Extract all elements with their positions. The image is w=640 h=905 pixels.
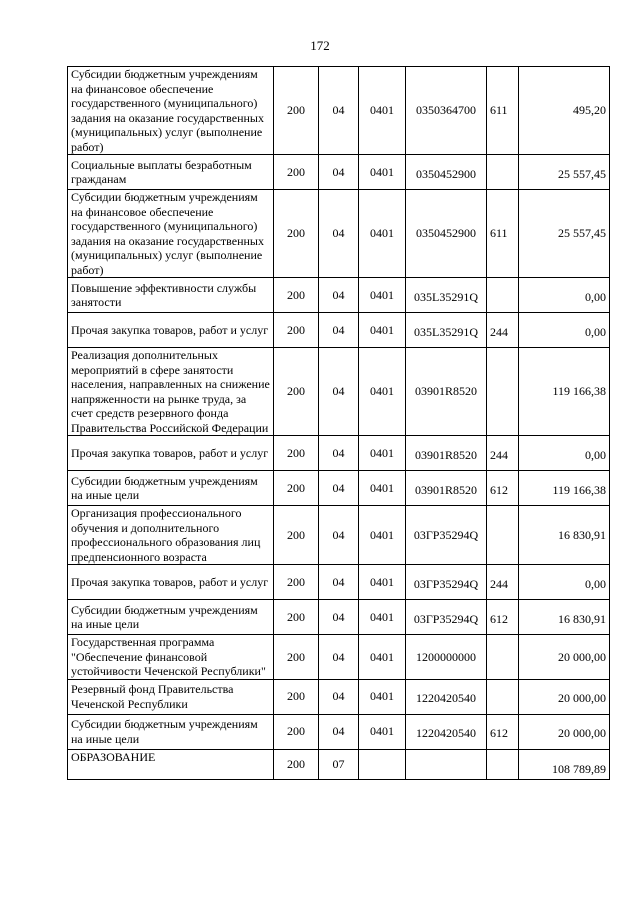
row-section: 04 — [319, 506, 359, 565]
row-code: 200 — [274, 190, 319, 278]
table-row — [68, 749, 610, 779]
row-amount: 0,00 — [519, 565, 610, 600]
table-row — [68, 436, 610, 471]
row-subsection: 0401 — [359, 635, 406, 680]
row-target-code: 03901R8520 — [406, 348, 487, 436]
row-name: Субсидии бюджетным учреждениям на финансовое обеспечение государственного (муниципального) задания на оказание государственных (муниципальных) услуг (выполнение работ) — [68, 190, 274, 278]
row-target-code: 1220420540 — [406, 714, 487, 749]
page-number: 172 — [310, 38, 330, 53]
row-section: 04 — [319, 600, 359, 635]
row-amount: 0,00 — [519, 278, 610, 313]
table-row — [68, 278, 610, 313]
row-expense-type: 244 — [487, 313, 519, 348]
row-expense-type — [487, 679, 519, 714]
row-amount: 20 000,00 — [519, 679, 610, 714]
row-amount: 25 557,45 — [519, 155, 610, 190]
table-row — [68, 600, 610, 635]
row-section: 04 — [319, 714, 359, 749]
table-row — [68, 313, 610, 348]
row-section: 04 — [319, 436, 359, 471]
row-expense-type — [487, 155, 519, 190]
row-name: Социальные выплаты безработным гражданам — [68, 155, 274, 190]
row-amount: 16 830,91 — [519, 600, 610, 635]
row-name: Повышение эффективности службы занятости — [68, 278, 274, 313]
row-amount: 119 166,38 — [519, 348, 610, 436]
row-name: Субсидии бюджетным учреждениям на финансовое обеспечение государственного (муниципального) задания на оказание государственных (муниципальных) услуг (выполнение работ) — [68, 67, 274, 155]
row-section: 04 — [319, 278, 359, 313]
row-name: Государственная программа "Обеспечение финансовой устойчивости Чеченской Республики" — [68, 635, 274, 680]
row-code: 200 — [274, 506, 319, 565]
row-name: Субсидии бюджетным учреждениям на иные цели — [68, 600, 274, 635]
budget-table — [67, 66, 610, 780]
row-amount: 0,00 — [519, 313, 610, 348]
table-row — [68, 67, 610, 155]
row-target-code: 03ГР35294Q — [406, 600, 487, 635]
table-row — [68, 635, 610, 680]
row-name: Реализация дополнительных мероприятий в сфере занятости населения, направленных на снижение напряженности на рынке труда, за счет средств резервного фонда Правительства Российской Федерации — [68, 348, 274, 436]
row-expense-type — [487, 348, 519, 436]
row-section: 04 — [319, 635, 359, 680]
row-subsection: 0401 — [359, 155, 406, 190]
row-expense-type: 612 — [487, 714, 519, 749]
row-amount: 108 789,89 — [519, 749, 610, 779]
row-amount: 20 000,00 — [519, 714, 610, 749]
row-amount: 25 557,45 — [519, 190, 610, 278]
row-target-code: 03ГР35294Q — [406, 565, 487, 600]
row-name: Прочая закупка товаров, работ и услуг — [68, 436, 274, 471]
row-subsection: 0401 — [359, 600, 406, 635]
row-name: Прочая закупка товаров, работ и услуг — [68, 313, 274, 348]
row-target-code: 0350452900 — [406, 190, 487, 278]
table-row — [68, 506, 610, 565]
table-row — [68, 190, 610, 278]
row-expense-type: 612 — [487, 471, 519, 506]
row-code: 200 — [274, 313, 319, 348]
row-section: 04 — [319, 348, 359, 436]
row-target-code — [406, 749, 487, 779]
row-section: 04 — [319, 471, 359, 506]
row-section: 04 — [319, 67, 359, 155]
row-subsection: 0401 — [359, 679, 406, 714]
row-name: Прочая закупка товаров, работ и услуг — [68, 565, 274, 600]
row-subsection: 0401 — [359, 278, 406, 313]
row-name: Организация профессионального обучения и дополнительного профессионального образования лиц предпенсионного возраста — [68, 506, 274, 565]
row-subsection: 0401 — [359, 436, 406, 471]
row-code: 200 — [274, 679, 319, 714]
row-code: 200 — [274, 600, 319, 635]
table-row — [68, 471, 610, 506]
row-expense-type: 244 — [487, 565, 519, 600]
row-target-code: 035L35291Q — [406, 313, 487, 348]
row-code: 200 — [274, 565, 319, 600]
table-row — [68, 155, 610, 190]
row-target-code: 1220420540 — [406, 679, 487, 714]
row-target-code: 0350452900 — [406, 155, 487, 190]
row-subsection: 0401 — [359, 190, 406, 278]
table-row — [68, 714, 610, 749]
table-row — [68, 348, 610, 436]
row-subsection: 0401 — [359, 348, 406, 436]
row-subsection — [359, 749, 406, 779]
row-target-code: 0350364700 — [406, 67, 487, 155]
row-target-code: 1200000000 — [406, 635, 487, 680]
row-target-code: 03ГР35294Q — [406, 506, 487, 565]
row-subsection: 0401 — [359, 565, 406, 600]
row-expense-type: 611 — [487, 67, 519, 155]
row-subsection: 0401 — [359, 67, 406, 155]
row-expense-type: 612 — [487, 600, 519, 635]
row-amount: 16 830,91 — [519, 506, 610, 565]
row-code: 200 — [274, 278, 319, 313]
row-target-code: 03901R8520 — [406, 436, 487, 471]
row-expense-type: 611 — [487, 190, 519, 278]
row-target-code: 035L35291Q — [406, 278, 487, 313]
table-row — [68, 565, 610, 600]
row-subsection: 0401 — [359, 313, 406, 348]
row-code: 200 — [274, 635, 319, 680]
row-amount: 119 166,38 — [519, 471, 610, 506]
row-code: 200 — [274, 714, 319, 749]
budget-table-body — [68, 67, 610, 780]
row-expense-type — [487, 278, 519, 313]
row-code: 200 — [274, 348, 319, 436]
row-code: 200 — [274, 436, 319, 471]
row-section: 07 — [319, 749, 359, 779]
row-expense-type — [487, 506, 519, 565]
row-name: Резервный фонд Правительства Чеченской Республики — [68, 679, 274, 714]
row-subsection: 0401 — [359, 714, 406, 749]
row-section: 04 — [319, 155, 359, 190]
row-code: 200 — [274, 155, 319, 190]
row-subsection: 0401 — [359, 506, 406, 565]
row-section: 04 — [319, 565, 359, 600]
row-subsection: 0401 — [359, 471, 406, 506]
row-code: 200 — [274, 471, 319, 506]
row-section: 04 — [319, 679, 359, 714]
row-target-code: 03901R8520 — [406, 471, 487, 506]
table-row — [68, 679, 610, 714]
row-name: Субсидии бюджетным учреждениям на иные цели — [68, 471, 274, 506]
row-amount: 20 000,00 — [519, 635, 610, 680]
row-name: Субсидии бюджетным учреждениям на иные цели — [68, 714, 274, 749]
row-section: 04 — [319, 190, 359, 278]
row-name: ОБРАЗОВАНИЕ — [68, 749, 274, 779]
row-section: 04 — [319, 313, 359, 348]
row-expense-type — [487, 635, 519, 680]
row-expense-type — [487, 749, 519, 779]
row-expense-type: 244 — [487, 436, 519, 471]
row-code: 200 — [274, 749, 319, 779]
row-amount: 495,20 — [519, 67, 610, 155]
row-amount: 0,00 — [519, 436, 610, 471]
row-code: 200 — [274, 67, 319, 155]
